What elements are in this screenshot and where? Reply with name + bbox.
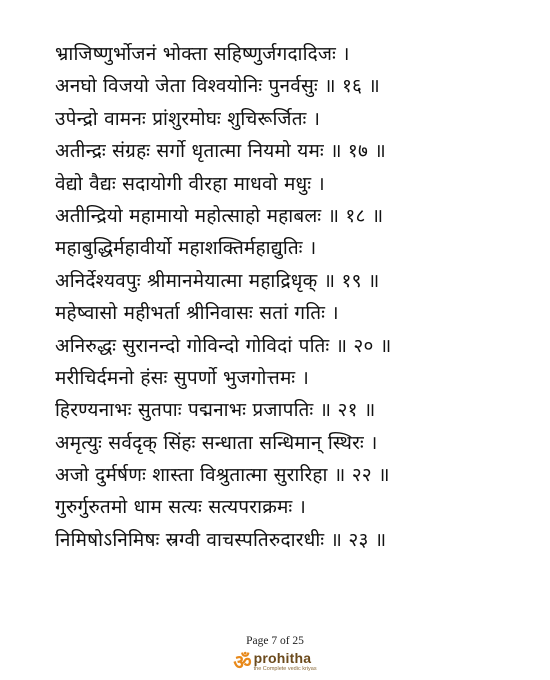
verse-line: अजो दुर्मर्षणः शास्ता विश्रुतात्मा सुरारिहा ॥ २२ ॥ — [55, 464, 390, 487]
verse-line: महाबुद्धिर्महावीर्यो महाशक्तिर्महाद्युतिः । — [55, 237, 317, 260]
verse-line: अनघो विजयो जेता विश्वयोनिः पुनर्वसुः ॥ १६ ॥ — [55, 75, 380, 98]
verse-line: मरीचिर्दमनो हंसः सुपर्णो भुजगोत्तमः । — [55, 366, 309, 389]
page-number: Page 7 of 25 — [246, 635, 304, 647]
page-footer — [0, 634, 550, 677]
verse-line: अनिरुद्धः सुरानन्दो गोविन्दो गोविदां पतिः ॥ २० ॥ — [55, 334, 392, 357]
verse-line: गुरुर्गुरुतमो धाम सत्यः सत्यपराक्रमः । — [55, 496, 307, 519]
verse-line: निमिषोऽनिमिषः स्रग्वी वाचस्पतिरुदारधीः ॥ २३ ॥ — [55, 528, 387, 551]
verse-line: भ्राजिष्णुर्भोजनं भोक्ता सहिष्णुर्जगदादिजः । — [55, 43, 350, 65]
verse-line: अतीन्द्रः संग्रहः सर्गो धृतात्मा नियमो यमः ॥ १७ ॥ — [55, 140, 386, 163]
logo-tagline: the Complete vedic kriyas — [253, 666, 317, 672]
verse-block — [55, 38, 525, 556]
verse-line: उपेन्द्रो वामनः प्रांशुरमोघः शुचिरूर्जितः । — [55, 107, 321, 130]
prohitha-logo — [233, 651, 316, 677]
om-icon: ॐ — [233, 650, 252, 674]
verse-line: हिरण्यनाभः सुतपाः पद्मनाभः प्रजापतिः ॥ २१ ॥ — [55, 399, 376, 422]
verse-line: अनिर्देश्यवपुः श्रीमानमेयात्मा महाद्रिधृक् ॥ १९ ॥ — [55, 269, 380, 292]
verse-line: अतीन्द्रियो महामायो महोत्साहो महाबलः ॥ १८ ॥ — [55, 204, 384, 227]
logo-name: prohitha — [253, 650, 312, 666]
logo-text — [254, 651, 317, 673]
verse-line: अमृत्युः सर्वदृक् सिंहः सन्धाता सन्धिमान् स्थिरः । — [55, 431, 378, 454]
verse-line: वेद्यो वैद्यः सदायोगी वीरहा माधवो मधुः । — [55, 172, 325, 195]
verse-line: महेष्वासो महीभर्ता श्रीनिवासः सतां गतिः । — [55, 302, 339, 325]
